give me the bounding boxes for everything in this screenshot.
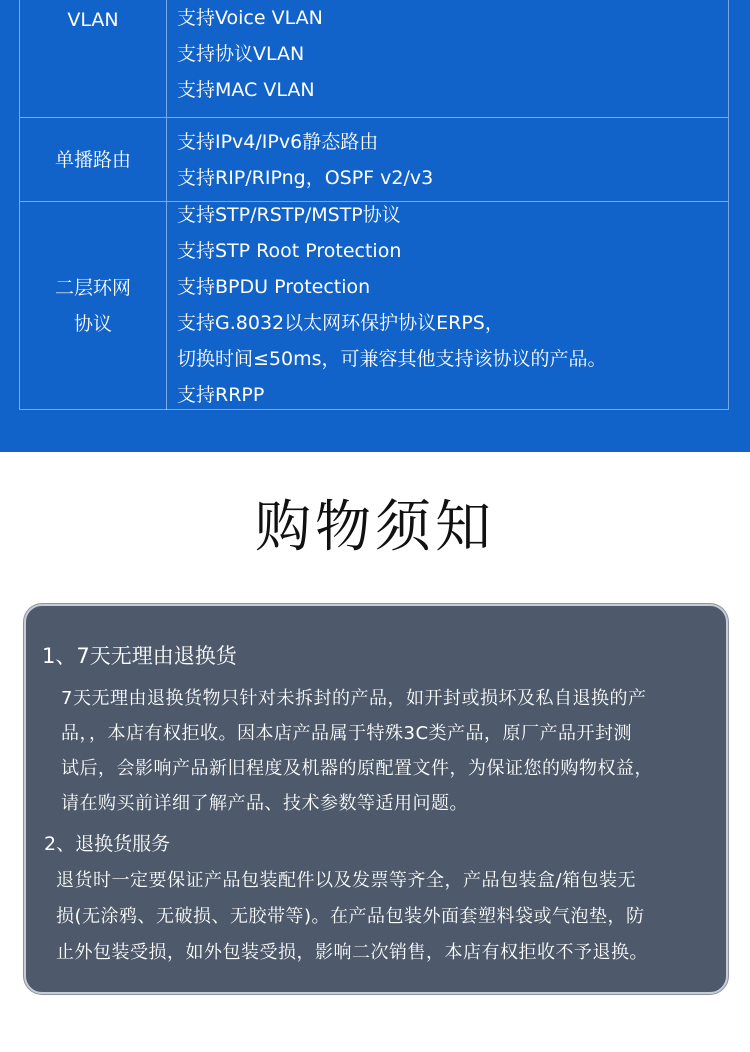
notice-line: 7天无理由退换货物只针对未拆封的产品，如开封或损坏及私自退换的产 bbox=[61, 688, 647, 709]
row-items bbox=[177, 197, 728, 413]
spec-item: 支持STP Root Protection bbox=[177, 240, 402, 262]
row-items bbox=[177, 124, 728, 196]
notice-line: 止外包装受损，如外包装受损，影响二次销售，本店有权拒收不予退换。 bbox=[56, 942, 648, 963]
notice-section-heading: 2、退换货服务 bbox=[44, 833, 171, 855]
spec-item: 支持Voice VLAN bbox=[177, 7, 323, 29]
notice-line: 试后，会影响产品新旧程度及机器的原配置文件，为保证您的购物权益， bbox=[61, 758, 653, 779]
notice-line: 退货时一定要保证产品包装配件以及发票等齐全，产品包装盒/箱包装无 bbox=[56, 870, 637, 891]
spec-item: 支持STP/RSTP/MSTP协议 bbox=[177, 204, 401, 226]
notice-line: 品，，本店有权拒收。因本店产品属于特殊3C类产品，原厂产品开封测 bbox=[61, 723, 633, 744]
spec-item: 支持IPv4/IPv6静态路由 bbox=[177, 131, 379, 153]
spec-item: 支持RRPP bbox=[177, 384, 265, 406]
row-label-text: 单播路由 bbox=[54, 148, 131, 171]
row-label bbox=[20, 202, 167, 410]
row-label bbox=[20, 118, 167, 201]
notice-line: 损(无涂鸦、无破损、无胶带等)。在产品包装外面套塑料袋或气泡垫，防 bbox=[56, 906, 645, 927]
notice-box bbox=[24, 604, 728, 994]
spec-section bbox=[0, 0, 750, 452]
spec-table bbox=[19, 0, 729, 410]
spec-item: 支持RIP/RIPng，OSPF v2/v3 bbox=[177, 167, 434, 189]
spec-item: 支持MAC VLAN bbox=[177, 79, 315, 101]
spec-row-ring-protocol bbox=[20, 201, 728, 410]
spec-item: 支持BPDU Protection bbox=[177, 276, 371, 298]
spec-row-vlan bbox=[20, 0, 728, 117]
notice-line: 请在购买前详细了解产品、技术参数等适用问题。 bbox=[61, 793, 468, 814]
spec-item: 切换时间≤50ms，可兼容其他支持该协议的产品。 bbox=[177, 348, 607, 370]
spec-item: 支持G.8032以太网环保护协议ERPS， bbox=[177, 312, 504, 334]
row-items bbox=[177, 0, 728, 108]
notice-section-heading: 1、7天无理由退换货 bbox=[42, 644, 237, 668]
row-label bbox=[20, 0, 167, 117]
row-label-text: VLAN bbox=[67, 9, 119, 31]
spec-row-unicast-routing bbox=[20, 117, 728, 201]
row-label-text: 二层环网 bbox=[54, 277, 131, 299]
row-label-text: 协议 bbox=[73, 313, 112, 335]
notice-title: 购物须知 bbox=[255, 495, 495, 560]
spec-item: 支持协议VLAN bbox=[177, 43, 305, 65]
